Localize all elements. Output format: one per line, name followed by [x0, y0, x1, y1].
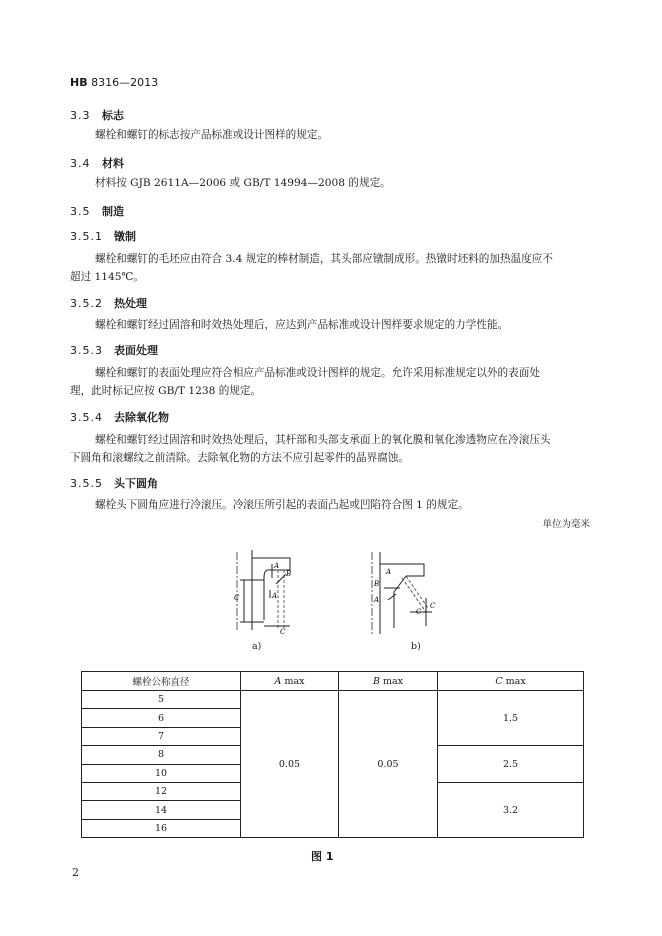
table-row: [82, 691, 584, 709]
col-letter-a: A: [274, 675, 282, 687]
section-heading-3-5-2: [70, 295, 147, 311]
section-number: 3.5: [70, 205, 91, 218]
col-header-c-max: [438, 672, 584, 691]
label-A: A: [386, 568, 392, 576]
a-max-cell: 0.05: [241, 691, 339, 838]
section-number: 3.3: [70, 109, 91, 122]
section-heading-3-5-1: [70, 228, 136, 244]
section-heading-3-5-3: [70, 342, 158, 358]
section-title: 标志: [102, 109, 124, 122]
unit-note: 单位为毫米: [542, 519, 590, 530]
dimension-table: [81, 671, 584, 838]
label-A-2: A: [272, 592, 278, 600]
section-title: 制造: [102, 205, 124, 218]
figure-b-caption: b): [411, 641, 421, 652]
section-number: 3.4: [70, 157, 91, 170]
section-title: 镦制: [114, 230, 136, 243]
label-A-2: A: [374, 596, 380, 604]
section-heading-3-5-5: [70, 475, 158, 491]
col-letter-c: C: [495, 675, 503, 687]
section-paragraph: 螺栓和螺钉的表面处理应符合相应产品标准或设计图样的规定。允许采用标准规定以外的表面处: [95, 367, 540, 379]
section-title: 表面处理: [114, 344, 158, 357]
section-title: 材料: [102, 157, 124, 170]
section-number: 3.5.1: [70, 230, 103, 243]
label-C-2: C: [280, 628, 286, 634]
section-heading-3-4: [70, 155, 124, 171]
section-paragraph: 理，此时标记应按 GB/T 1238 的规定。: [70, 385, 262, 397]
label-C: C: [234, 594, 240, 602]
section-title: 头下圆角: [114, 477, 158, 490]
c-max-cell: 1.5: [438, 691, 584, 746]
label-A: A: [274, 562, 280, 570]
section-heading-3-5-4: [70, 409, 169, 425]
figure-a-drawing: [228, 548, 308, 634]
section-paragraph: 材料按 GJB 2611A—2006 或 GB/T 14994—2008 的规定。: [95, 177, 391, 189]
col-header-diameter: 螺栓公称直径: [82, 672, 241, 691]
section-title: 去除氧化物: [114, 411, 169, 424]
section-paragraph: 螺栓和螺钉经过固溶和时效热处理后，其杆部和头部支承面上的氧化膜和氧化渗透物应在冷滚压头: [95, 434, 551, 446]
section-number: 3.5.5: [70, 477, 103, 490]
section-number: 3.5.4: [70, 411, 103, 424]
col-header-a-max: [241, 672, 339, 691]
col-header-suffix: max: [284, 675, 305, 687]
col-header-suffix: max: [505, 675, 526, 687]
diameter-cell: 14: [82, 801, 241, 819]
figure-b-drawing: [366, 548, 448, 638]
diameter-cell: 7: [82, 727, 241, 745]
b-max-cell: 0.05: [339, 691, 438, 838]
section-title: 热处理: [114, 297, 147, 310]
figure-caption: 图 1: [311, 850, 334, 863]
doc-header: [70, 76, 158, 89]
diameter-cell: 16: [82, 819, 241, 837]
diameter-cell: 10: [82, 764, 241, 782]
c-max-cell: 3.2: [438, 782, 584, 837]
col-letter-b: B: [372, 675, 380, 687]
section-paragraph: 螺栓和螺钉的标志按产品标准或设计图样的规定。: [95, 129, 329, 141]
diameter-cell: 8: [82, 746, 241, 764]
section-paragraph: 超过 1145℃。: [70, 271, 144, 283]
diameter-cell: 6: [82, 709, 241, 727]
section-heading-3-5: [70, 203, 124, 219]
page-number: 2: [72, 866, 79, 879]
col-header-b-max: [339, 672, 438, 691]
section-paragraph: 螺栓和螺钉的毛坯应由符合 3.4 规定的棒材制造，其头部应镦制成形。热镦时坯料的加热温度应不: [95, 253, 553, 265]
section-heading-3-3: [70, 107, 124, 123]
diameter-cell: 5: [82, 691, 241, 709]
label-B: B: [374, 580, 380, 588]
figure-a-caption: a): [252, 641, 262, 652]
section-paragraph: 下圆角和滚螺纹之前清除。去除氧化物的方法不应引起零件的晶界腐蚀。: [70, 452, 409, 464]
section-number: 3.5.3: [70, 344, 103, 357]
col-header-suffix: max: [382, 675, 404, 687]
std-number: 8316—2013: [91, 76, 159, 89]
std-prefix: HB: [70, 76, 88, 89]
section-number: 3.5.2: [70, 297, 103, 310]
section-paragraph: 螺栓和螺钉经过固溶和时效热处理后，应达到产品标准或设计图样要求规定的力学性能。: [95, 319, 509, 331]
diameter-cell: 12: [82, 782, 241, 800]
label-C: C: [416, 608, 422, 616]
section-paragraph: 螺栓头下圆角应进行冷滚压。冷滚压所引起的表面凸起或凹陷符合图 1 的规定。: [95, 499, 469, 511]
c-max-cell: 2.5: [438, 746, 584, 783]
label-C-2: C: [430, 602, 436, 610]
label-B: B: [286, 570, 292, 578]
